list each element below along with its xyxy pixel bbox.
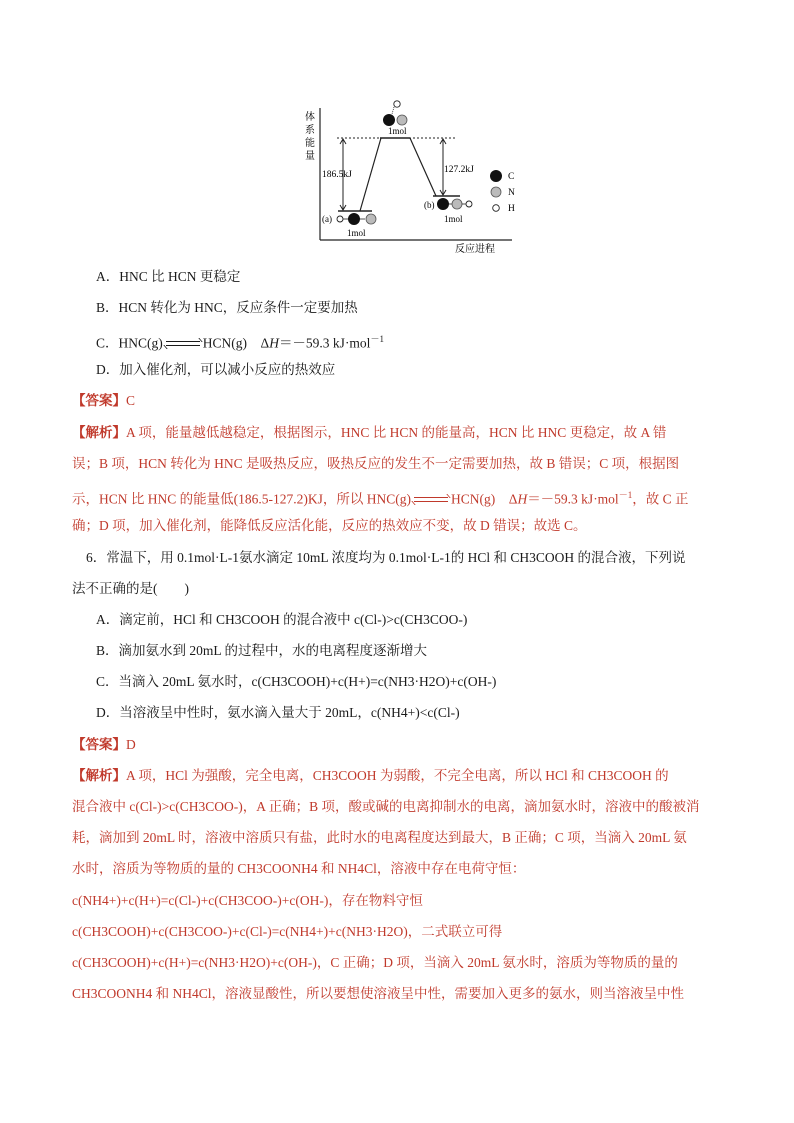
left-slope xyxy=(360,138,381,211)
q6-option-c: C．当滴入 20mL 氨水时，c(CH3COOH)+c(H+)=c(NH3·H2O)+c(OH-) xyxy=(96,674,497,689)
q6-option-d: D．当溶液呈中性时，氨水滴入量大于 20mL，c(NH4+)<c(Cl-) xyxy=(96,705,460,720)
y-axis-label-1: 体 xyxy=(305,112,315,123)
q6-analysis-line-8: CH3COONH4 和 NH4Cl，溶液显酸性，所以要想使溶液呈中性，需要加入更多的氨水，则当溶液呈中性 xyxy=(72,986,685,1001)
legend-h-label: H xyxy=(508,204,515,214)
q5-option-c xyxy=(96,330,384,353)
q6-stem-line-2: 法不正确的是( ) xyxy=(72,581,189,596)
c-atom-icon xyxy=(348,213,360,225)
q5-analysis-3sup: －1 xyxy=(618,490,633,500)
n-atom-icon xyxy=(366,214,376,224)
q5-analysis-line-1 xyxy=(72,424,666,442)
q6-option-a: A．滴定前，HCl 和 CH3COOH 的混合液中 c(Cl-)>c(CH3COO-) xyxy=(96,612,468,627)
legend-n-icon xyxy=(491,187,501,197)
q5-option-c-sup: －1 xyxy=(370,334,384,344)
left-amount: 1mol xyxy=(347,228,366,238)
left-energy-label: 186.5kJ xyxy=(322,170,352,180)
q5-option-c-left: C．HNC(g) xyxy=(96,335,163,351)
q6-analysis-line-2: 混合液中 c(Cl-)>c(CH3COO-)，A 正确；B 项，酸或碱的电离抑制水的电离，滴加氨水时，溶液中的酸被消 xyxy=(72,799,700,814)
right-energy-label: 127.2kJ xyxy=(444,165,474,175)
right-amount: 1mol xyxy=(444,214,463,224)
q6-stem-line-1: 6．常温下，用 0.1mol·L-1氨水滴定 10mL 浓度均为 0.1mol·L-1的 HCl 和 CH3COOH 的混合液，下列说 xyxy=(86,550,686,565)
h-atom-icon xyxy=(394,101,400,107)
q5-option-c-h: H xyxy=(269,335,279,351)
q5-option-d: D．加入催化剂，可以减小反应的热效应 xyxy=(96,362,336,377)
h-atom-icon xyxy=(337,216,343,222)
q6-analysis-line-3: 耗，滴加到 20mL 时，溶液中溶质只有盐，此时水的电离程度达到最大，B 正确；C 项，当滴入 20mL 氨 xyxy=(72,830,687,845)
n-atom-icon xyxy=(452,199,462,209)
q5-answer xyxy=(72,392,135,410)
c-atom-icon xyxy=(437,198,449,210)
y-axis-label-3: 能 xyxy=(305,138,315,149)
legend-h-icon xyxy=(493,205,500,212)
q6-analysis-tag: 【解析】 xyxy=(72,768,126,783)
q5-analysis-text-1: A 项，能量越低越稳定，根据图示，HNC 比 HCN 的能量高，HCN 比 HNC 更稳定，故 A 错 xyxy=(126,425,667,440)
q6-answer-value: D xyxy=(126,737,136,752)
q5-analysis-3h: H xyxy=(517,491,528,507)
right-slope xyxy=(410,138,436,196)
q5-answer-tag: 【答案】 xyxy=(72,393,126,408)
q6-analysis-text-1: A 项，HCl 为强酸，完全电离，CH3COOH 为弱酸，不完全电离，所以 HCl 和 CH3COOH 的 xyxy=(126,768,669,783)
q6-option-b: B．滴加氨水到 20mL 的过程中，水的电离程度逐渐增大 xyxy=(96,643,427,658)
q6-analysis-line-4: 水时，溶质为等物质的量的 CH3COONH4 和 NH4Cl，溶液中存在电荷守恒： xyxy=(72,861,526,876)
equilibrium-arrow-icon xyxy=(414,495,448,505)
q6-analysis-line-6: c(CH3COOH)+c(CH3COO-)+c(Cl-)=c(NH4+)+c(NH3·H2O)，二式联立可得 xyxy=(72,924,503,939)
q5-analysis-3b: HCN(g) Δ xyxy=(451,491,518,507)
q5-analysis-3c: ＝－59.3 kJ·mol xyxy=(527,491,619,507)
q5-analysis-line-2: 误；B 项，HCN 转化为 HNC 是吸热反应，吸热反应的发生不一定需要加热，故 B 错误；C 项，根据图 xyxy=(72,456,680,471)
y-axis-label-2: 系 xyxy=(305,125,315,136)
q6-analysis-line-5: c(NH4+)+c(H+)=c(Cl-)+c(CH3COO-)+c(OH-)，存在物料守恒 xyxy=(72,893,423,908)
top-amount: 1mol xyxy=(388,126,407,136)
h-atom-icon xyxy=(466,201,472,207)
q5-analysis-line-3 xyxy=(72,486,688,509)
q6-analysis-line-7: c(CH3COOH)+c(H+)=c(NH3·H2O)+c(OH-)，C 正确；D 项，当滴入 20mL 氨水时，溶质为等物质的量的 xyxy=(72,955,678,970)
q6-answer-tag: 【答案】 xyxy=(72,737,126,752)
legend-c-icon xyxy=(490,170,502,182)
n-atom-icon xyxy=(397,115,407,125)
q5-analysis-3a: 示，HCN 比 HNC 的能量低(186.5-127.2)KJ，所以 HNC(g) xyxy=(72,491,411,507)
q5-analysis-line-4: 确；D 项，加入催化剂，能降低反应活化能，反应的热效应不变，故 D 错误；故选 C。 xyxy=(72,518,587,533)
q5-option-b: B．HCN 转化为 HNC，反应条件一定要加热 xyxy=(96,300,358,315)
q5-option-a: A．HNC 比 HCN 更稳定 xyxy=(96,269,241,284)
q6-analysis-line-1 xyxy=(72,767,669,785)
q5-option-c-value: ＝－59.3 kJ·mol xyxy=(278,335,371,351)
y-axis-label-4: 量 xyxy=(305,151,315,162)
q6-answer xyxy=(72,736,136,754)
legend-c-label: C xyxy=(508,172,515,182)
left-tag: (a) xyxy=(322,214,332,224)
right-tag: (b) xyxy=(424,200,435,210)
legend-n-label: N xyxy=(508,188,515,198)
q5-option-c-right: HCN(g) Δ xyxy=(202,335,270,351)
q5-analysis-tag: 【解析】 xyxy=(72,425,126,440)
equilibrium-arrow-icon xyxy=(166,339,200,349)
x-axis-label: 反应进程 xyxy=(455,244,495,255)
c-atom-icon xyxy=(383,114,395,126)
q5-analysis-3d: ，故 C 正 xyxy=(632,491,689,507)
q5-answer-value: C xyxy=(126,393,136,408)
